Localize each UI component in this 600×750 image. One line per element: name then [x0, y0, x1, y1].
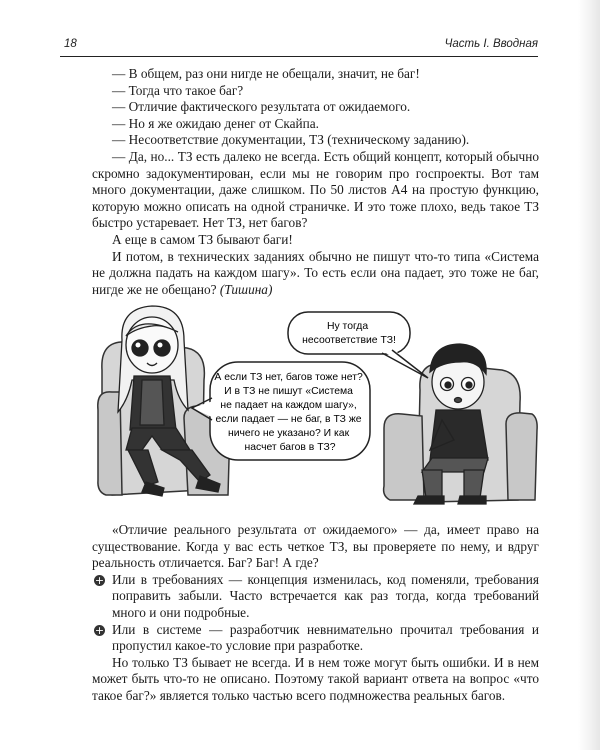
- dialog-line: — Отличие фактического результата от ожидаемого.: [112, 99, 411, 115]
- list-item-text: Или в требованиях — концепция изменилась, код поменяли, требования поправить забыли. Часто встречается как раз тогда, когда требований много и они подробные.: [112, 571, 539, 620]
- paragraph-final: Но только ТЗ бывает не всегда. И в нем тоже могут быть ошибки. И в нем может быть что-то не описано. Поэтому такой вариант ответа на вопрос «что такое баг?» является только частью всего подмножества реальных багов.: [92, 654, 539, 703]
- dialog-line: — Несоответствие документации, ТЗ (техническому заданию).: [112, 132, 470, 148]
- dialog-block: [92, 66, 539, 298]
- page-edge-shadow: [578, 0, 600, 750]
- list-item-text: Или в системе — разработчик невнимательно прочитал требования и пропустил какое-то условие при разработке.: [112, 621, 539, 654]
- bullet-list: [92, 572, 539, 655]
- dialog-line: — Но я же ожидаю денег от Скайпа.: [112, 115, 319, 131]
- part-title: Часть I. Вводная: [444, 38, 538, 50]
- bubble-line: если падает — не баг, в ТЗ же: [215, 414, 362, 425]
- bubble-line: А если ТЗ нет, багов тоже нет?: [214, 372, 363, 383]
- lower-text-block: [92, 522, 539, 705]
- header-rule: [60, 56, 538, 57]
- paragraph-real-vs-expected: «Отличие реального результата от ожидаемого» — да, имеет право на существование. Когда у вас есть четкое ТЗ, вы проверяете по нему, и вдруг реальность отличается. Баг? Баг! А где?: [92, 522, 539, 571]
- paragraph-text: И потом, в технических заданиях обычно не пишут что-то типа «Система не должна падать на каждом шагу». То есть если она падает, это тоже не баг, нигде же не обещано?: [92, 248, 539, 297]
- dialog-line: — В общем, раз они нигде не обещали, значит, не баг!: [112, 66, 420, 81]
- running-header: [60, 38, 538, 54]
- list-item: [92, 622, 539, 655]
- bubble-line: Ну тогда: [326, 321, 369, 332]
- aside-silence: (Тишина): [219, 281, 273, 297]
- list-item: [92, 572, 539, 622]
- bubble-line: несоответствие ТЗ!: [302, 335, 396, 346]
- bubble-line: ничего не указано? И как: [227, 428, 350, 439]
- bubble-line: насчет багов в ТЗ?: [244, 442, 336, 453]
- paragraph-tz-note: [92, 249, 539, 299]
- paragraph-tz-bugs: А еще в самом ТЗ бывают баги!: [112, 231, 293, 247]
- plus-circle-icon: +: [94, 573, 105, 587]
- bubble-line: не падает на каждом шагу»,: [220, 400, 357, 411]
- dialog-line: — Тогда что такое баг?: [112, 82, 244, 98]
- bubble-line: И в ТЗ не пишут «Система: [224, 386, 353, 397]
- page-number: 18: [64, 38, 77, 50]
- dialog-line: — Да, но... ТЗ есть далеко не всегда. Есть общий концепт, который обычно скромно задокументирован, если мы не говорим про госпроекты. Вот там много документации, даже слишком. По 50 листов А4 на простую функцию, которую можно описать на одной страничке. И это тоже плохо, ведь такое ТЗ быстро устаревает. Нет ТЗ, нет багов?: [92, 148, 539, 231]
- plus-circle-icon: +: [94, 623, 105, 637]
- comic-illustration: [92, 300, 539, 515]
